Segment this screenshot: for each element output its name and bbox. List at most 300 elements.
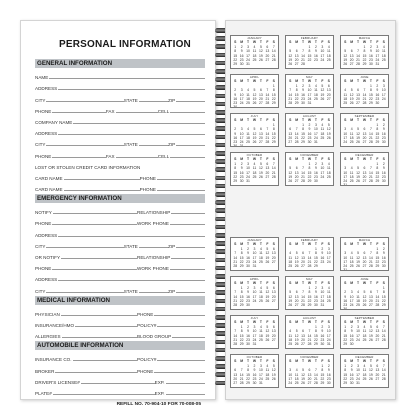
day-number: 1 xyxy=(308,45,311,50)
day-number: 24 xyxy=(381,96,386,101)
blood-group-field[interactable] xyxy=(137,334,205,339)
weekday-label: T xyxy=(247,320,250,325)
day-number: 9 xyxy=(302,88,304,93)
day-number: 15 xyxy=(343,333,348,338)
day-number: 1 xyxy=(272,123,275,128)
day-number: 27 xyxy=(259,139,263,144)
day-number: 6 xyxy=(266,162,269,167)
day-number: 22 xyxy=(294,96,299,101)
day-number: 10 xyxy=(320,49,325,54)
day-number: 9 xyxy=(240,49,243,54)
day-number: 31 xyxy=(375,61,380,66)
day-number: 3 xyxy=(240,88,243,93)
day-number: 2 xyxy=(234,127,237,132)
or-notify-state-field[interactable] xyxy=(124,289,168,294)
company-zip-field[interactable] xyxy=(168,142,205,147)
plate-field[interactable] xyxy=(35,391,155,396)
day-number: 14 xyxy=(369,255,373,260)
company-city-row xyxy=(35,136,205,147)
weekday-label: W xyxy=(252,320,257,325)
plate-exp-label: EXP. xyxy=(154,390,165,396)
day-number: 7 xyxy=(234,290,237,295)
auto-policy-field[interactable] xyxy=(137,357,205,362)
day-number: 19 xyxy=(265,255,270,260)
day-number: 10 xyxy=(288,372,293,377)
day-number: 16 xyxy=(320,333,325,338)
day-number: 20 xyxy=(259,135,263,140)
weekday-label: S xyxy=(234,79,237,84)
day-number: 8 xyxy=(363,49,366,54)
day-number: 11 xyxy=(327,290,331,295)
day-number: 7 xyxy=(314,368,317,373)
weekday-label: W xyxy=(307,157,312,162)
day-number: 6 xyxy=(266,45,269,50)
weekday-label: T xyxy=(259,118,262,123)
day-number: 25 xyxy=(252,174,257,179)
day-number: 14 xyxy=(271,49,276,54)
day-number: 16 xyxy=(239,53,244,58)
company-fax-field[interactable] xyxy=(106,154,158,159)
day-number: 30 xyxy=(314,302,318,307)
day-number: 19 xyxy=(252,96,257,101)
day-number: 8 xyxy=(369,88,372,93)
day-number: 2 xyxy=(321,247,324,252)
notify-city-field[interactable] xyxy=(35,244,124,249)
day-number: 25 xyxy=(288,341,293,346)
day-number: 9 xyxy=(247,290,249,295)
day-number: 14 xyxy=(239,372,244,377)
day-number: 16 xyxy=(343,298,348,303)
or-notify-field[interactable] xyxy=(35,255,137,260)
weekday-label: T xyxy=(369,157,372,162)
day-number: 15 xyxy=(369,92,373,97)
day-number: 6 xyxy=(363,127,366,132)
day-number: 16 xyxy=(246,294,250,299)
day-number: 21 xyxy=(265,135,270,140)
weekday-label: W xyxy=(252,79,257,84)
drivers-license-field[interactable] xyxy=(35,380,155,385)
day-number: 8 xyxy=(314,251,317,256)
company-state-field[interactable] xyxy=(124,142,168,147)
weekday-label: S xyxy=(234,40,237,45)
day-number: 26 xyxy=(252,139,257,144)
weekday-label: W xyxy=(252,118,257,123)
day-number: 1 xyxy=(376,123,379,128)
day-number: 13 xyxy=(362,131,367,136)
day-number: 6 xyxy=(363,251,366,256)
day-number: 17 xyxy=(356,372,360,377)
section-general-information: GENERAL INFORMATION xyxy=(35,59,205,68)
day-number: 8 xyxy=(272,88,275,93)
relationship-field[interactable] xyxy=(137,210,205,215)
day-number: 19 xyxy=(294,337,299,342)
day-grid xyxy=(342,123,387,144)
day-number: 20 xyxy=(265,53,270,58)
card-name-field-1[interactable] xyxy=(35,176,140,181)
day-number: 8 xyxy=(295,88,298,93)
notify-zip-field[interactable] xyxy=(168,244,205,249)
calendar-year-1 xyxy=(230,35,390,186)
day-number: 13 xyxy=(307,372,312,377)
weekday-label: S xyxy=(327,359,330,364)
day-number: 6 xyxy=(295,290,298,295)
notify-work-phone-field[interactable] xyxy=(137,221,205,226)
day-number: 1 xyxy=(376,247,379,252)
day-number: 8 xyxy=(308,290,311,295)
day-number: 1 xyxy=(314,247,317,252)
day-number: 11 xyxy=(314,88,318,93)
day-number: 15 xyxy=(239,294,244,299)
license-exp-field[interactable] xyxy=(155,380,205,385)
notify-address-field[interactable] xyxy=(35,233,205,238)
day-number: 14 xyxy=(381,368,386,373)
day-number: 26 xyxy=(294,263,299,268)
day-number: 24 xyxy=(246,57,250,62)
weekday-label: T xyxy=(357,40,360,45)
day-number: 5 xyxy=(289,290,292,295)
weekday-label: S xyxy=(327,242,330,247)
day-number: 23 xyxy=(381,174,386,179)
weekday-header xyxy=(232,242,277,246)
month-name: AUGUST xyxy=(302,316,317,320)
day-number: 25 xyxy=(362,337,367,342)
weekday-label: S xyxy=(289,242,292,247)
month-name: MARCH xyxy=(358,36,371,40)
day-number: 4 xyxy=(363,325,366,330)
weekday-label: T xyxy=(369,79,372,84)
card-phone-field-2[interactable] xyxy=(140,187,205,192)
day-number: 21 xyxy=(381,333,386,338)
day-number: 25 xyxy=(265,376,270,381)
weekday-label: F xyxy=(321,79,324,84)
or-notify-city-field[interactable] xyxy=(35,289,124,294)
day-number: 22 xyxy=(271,96,276,101)
day-number: 21 xyxy=(301,57,305,62)
day-number: 20 xyxy=(356,96,360,101)
day-number: 15 xyxy=(343,372,348,377)
day-number: 11 xyxy=(382,49,386,54)
auto-policy-label: POLICY# xyxy=(137,357,157,363)
day-number: 18 xyxy=(349,174,354,179)
day-number: 23 xyxy=(320,337,325,342)
day-number: 21 xyxy=(307,259,312,264)
day-number: 18 xyxy=(294,376,299,381)
card-phone-field-1[interactable] xyxy=(140,176,205,181)
weekday-label: T xyxy=(357,242,360,247)
day-number: 29 xyxy=(307,178,312,183)
day-number: 8 xyxy=(376,127,379,132)
day-number: 16 xyxy=(301,92,305,97)
day-number: 7 xyxy=(266,127,269,132)
day-number: 10 xyxy=(326,329,331,334)
or-notify-address-field[interactable] xyxy=(35,277,205,282)
weekday-label: F xyxy=(321,320,324,325)
cell-field[interactable] xyxy=(158,109,205,114)
day-number: 20 xyxy=(362,135,367,140)
day-number: 9 xyxy=(314,166,317,171)
day-number: 23 xyxy=(314,174,318,179)
day-number: 25 xyxy=(246,100,250,105)
day-number: 4 xyxy=(382,45,385,50)
day-number: 10 xyxy=(343,170,348,175)
day-number: 2 xyxy=(382,162,385,167)
weekday-label: W xyxy=(252,281,257,286)
day-number: 3 xyxy=(344,251,347,256)
day-number: 3 xyxy=(253,325,256,330)
card-row-1 xyxy=(35,170,205,181)
day-number: 11 xyxy=(259,329,263,334)
day-number: 26 xyxy=(343,61,348,66)
weekday-label: S xyxy=(344,281,347,286)
card-name-field-2[interactable] xyxy=(35,187,140,192)
day-number: 13 xyxy=(362,255,367,260)
day-number: 10 xyxy=(356,329,360,334)
notify-phone-field[interactable] xyxy=(35,221,137,226)
day-number: 23 xyxy=(349,376,354,381)
name-field[interactable] xyxy=(35,75,205,80)
broker-phone-field[interactable] xyxy=(137,369,205,374)
day-number: 19 xyxy=(326,131,331,136)
day-number: 30 xyxy=(246,341,250,346)
day-number: 15 xyxy=(375,131,380,136)
day-number: 20 xyxy=(271,294,276,299)
day-number: 1 xyxy=(247,364,249,369)
weekday-label: F xyxy=(266,359,269,364)
broker-field[interactable] xyxy=(35,369,137,374)
notify-field[interactable] xyxy=(35,210,137,215)
day-number: 3 xyxy=(376,45,379,50)
day-number: 10 xyxy=(314,127,318,132)
day-number: 22 xyxy=(375,174,380,179)
day-number: 26 xyxy=(349,100,354,105)
day-number: 21 xyxy=(288,96,293,101)
day-number: 20 xyxy=(271,333,276,338)
day-number: 5 xyxy=(272,364,275,369)
company-address-field[interactable] xyxy=(35,131,205,136)
day-number: 24 xyxy=(239,100,244,105)
month-calendar xyxy=(285,315,334,349)
day-number: 9 xyxy=(350,329,353,334)
plate-row xyxy=(35,385,205,396)
day-number: 24 xyxy=(307,96,312,101)
day-number: 19 xyxy=(271,372,276,377)
day-number: 31 xyxy=(259,380,263,385)
month-calendar xyxy=(285,237,334,271)
day-number: 14 xyxy=(294,131,299,136)
day-number: 29 xyxy=(375,178,380,183)
day-number: 12 xyxy=(356,255,360,260)
day-number: 3 xyxy=(247,162,249,167)
day-number: 23 xyxy=(252,376,257,381)
day-number: 14 xyxy=(369,170,373,175)
day-number: 13 xyxy=(326,88,331,93)
notify-label: NOTIFY xyxy=(35,210,52,216)
day-number: 9 xyxy=(308,127,311,132)
weekday-label: T xyxy=(369,281,372,286)
day-number: 25 xyxy=(362,376,367,381)
day-number: 13 xyxy=(233,372,238,377)
day-number: 18 xyxy=(259,255,263,260)
weekday-label: S xyxy=(344,242,347,247)
weekday-label: S xyxy=(272,79,275,84)
day-number: 7 xyxy=(363,88,366,93)
weekday-label: T xyxy=(302,118,305,123)
phone-field[interactable] xyxy=(35,109,106,114)
day-number: 7 xyxy=(308,251,311,256)
day-number: 30 xyxy=(381,263,386,268)
company-city-field[interactable] xyxy=(35,142,124,147)
day-number: 7 xyxy=(308,329,311,334)
day-number: 11 xyxy=(349,131,354,136)
day-number: 17 xyxy=(252,333,257,338)
insurance-hmo-field[interactable] xyxy=(35,323,137,328)
card-name-label-1: CARD NAME xyxy=(35,175,63,181)
day-number: 5 xyxy=(266,286,269,291)
day-number: 6 xyxy=(308,368,311,373)
month-calendar xyxy=(285,113,334,147)
day-number: 7 xyxy=(234,251,237,256)
weekday-label: F xyxy=(321,281,324,286)
physician-field[interactable] xyxy=(35,312,137,317)
day-number: 15 xyxy=(233,53,238,58)
day-number: 26 xyxy=(265,298,270,303)
day-number: 26 xyxy=(265,337,270,342)
weekday-label: T xyxy=(259,359,262,364)
broker-phone-label: PHONE xyxy=(137,368,154,374)
day-number: 20 xyxy=(271,255,276,260)
hmo-policy-field[interactable] xyxy=(137,323,205,328)
month-calendar xyxy=(230,354,279,388)
weekday-label: S xyxy=(272,320,275,325)
plate-exp-field[interactable] xyxy=(155,391,205,396)
day-number: 14 xyxy=(233,333,238,338)
day-number: 3 xyxy=(357,325,359,330)
day-number: 9 xyxy=(327,368,330,373)
city-field[interactable] xyxy=(35,98,124,103)
day-number: 18 xyxy=(246,135,250,140)
weekday-header xyxy=(342,40,387,44)
weekday-label: M xyxy=(295,359,299,364)
or-notify-zip-field[interactable] xyxy=(168,289,205,294)
day-number: 19 xyxy=(265,294,270,299)
day-number: 10 xyxy=(259,368,263,373)
weekday-label: F xyxy=(266,320,269,325)
or-notify-work-phone-field[interactable] xyxy=(137,266,205,271)
day-number: 13 xyxy=(349,53,354,58)
or-notify-phone-field[interactable] xyxy=(35,266,137,271)
day-number: 3 xyxy=(321,286,324,291)
weekday-label: S xyxy=(289,79,292,84)
day-number: 27 xyxy=(271,259,276,264)
company-phone-field[interactable] xyxy=(35,154,106,159)
weekday-header xyxy=(342,157,387,161)
weekday-label: M xyxy=(350,118,354,123)
day-number: 18 xyxy=(356,298,360,303)
day-number: 26 xyxy=(356,263,360,268)
company-cell-field[interactable] xyxy=(158,154,205,159)
weekday-label: S xyxy=(272,118,275,123)
fax-field[interactable] xyxy=(106,109,158,114)
day-number: 23 xyxy=(320,259,325,264)
day-number: 1 xyxy=(295,84,298,89)
weekday-label: S xyxy=(382,359,385,364)
weekday-label: T xyxy=(314,118,317,123)
plate-label: PLATE# xyxy=(35,390,52,396)
month-name: DECEMBER xyxy=(355,153,374,157)
notify-state-field[interactable] xyxy=(124,244,168,249)
day-number: 27 xyxy=(259,100,263,105)
weekday-header xyxy=(287,40,332,44)
day-number: 14 xyxy=(265,131,270,136)
day-number: 19 xyxy=(288,298,293,303)
day-number: 10 xyxy=(252,290,257,295)
day-number: 13 xyxy=(259,131,263,136)
day-number: 14 xyxy=(301,294,305,299)
day-number: 6 xyxy=(234,368,237,373)
company-name-row xyxy=(35,114,205,125)
card-row-2 xyxy=(35,181,205,192)
day-number: 11 xyxy=(252,166,257,171)
day-number: 13 xyxy=(294,170,299,175)
month-name: AUGUST xyxy=(302,114,317,118)
weekday-header xyxy=(232,40,277,44)
weekday-label: F xyxy=(321,359,324,364)
day-number: 15 xyxy=(381,294,386,299)
weekday-header xyxy=(287,157,332,161)
day-number: 10 xyxy=(252,329,257,334)
day-number: 4 xyxy=(327,286,330,291)
day-number: 30 xyxy=(349,341,354,346)
day-number: 4 xyxy=(289,329,292,334)
weekday-label: S xyxy=(234,320,237,325)
weekday-label: S xyxy=(327,281,330,286)
weekday-label: M xyxy=(240,281,244,286)
day-number: 31 xyxy=(252,341,257,346)
day-number: 11 xyxy=(362,368,367,373)
day-number: 31 xyxy=(343,183,348,186)
day-number: 6 xyxy=(363,166,366,171)
day-number: 26 xyxy=(271,376,276,381)
day-grid xyxy=(342,84,387,105)
day-number: 3 xyxy=(321,162,324,167)
state-field[interactable] xyxy=(124,98,168,103)
or-notify-relationship-field[interactable] xyxy=(137,255,205,260)
day-number: 10 xyxy=(320,166,325,171)
day-number: 17 xyxy=(320,53,325,58)
day-number: 7 xyxy=(295,127,298,132)
address-field[interactable] xyxy=(35,86,205,91)
day-number: 21 xyxy=(356,57,360,62)
zip-field[interactable] xyxy=(168,98,205,103)
day-grid xyxy=(232,84,277,108)
allergies-field[interactable] xyxy=(35,334,137,339)
physician-phone-field[interactable] xyxy=(137,312,205,317)
day-number: 17 xyxy=(239,96,244,101)
notify-state-label: STATE xyxy=(123,243,138,249)
day-number: 3 xyxy=(253,247,256,252)
day-number: 30 xyxy=(246,263,250,268)
weekday-label: T xyxy=(302,320,305,325)
or-notify-state-label: STATE xyxy=(123,288,138,294)
day-number: 10 xyxy=(307,88,312,93)
day-number: 2 xyxy=(247,325,249,330)
day-number: 29 xyxy=(375,263,380,268)
company-name-field[interactable] xyxy=(35,120,205,125)
weekday-label: T xyxy=(369,320,372,325)
insurance-co-field[interactable] xyxy=(35,357,137,362)
weekday-label: F xyxy=(376,40,379,45)
notify-row xyxy=(35,204,205,215)
